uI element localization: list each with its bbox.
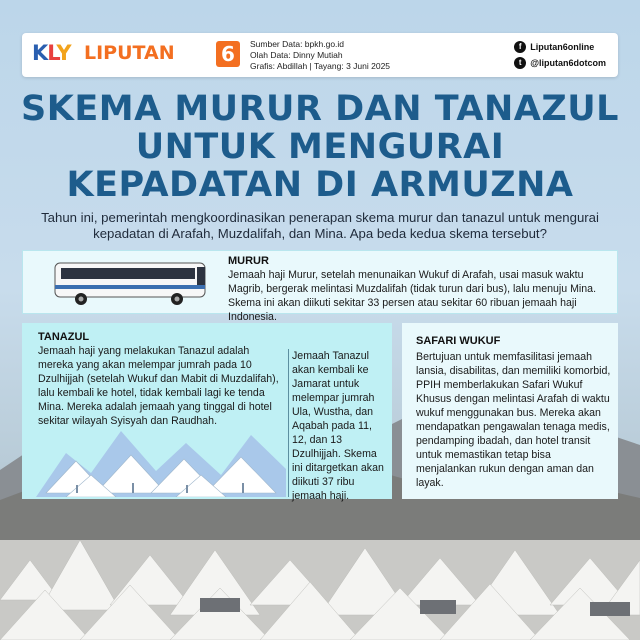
header-bar: [22, 33, 618, 77]
facebook-icon: f: [514, 41, 526, 53]
credit-data: Olah Data: Dinny Mutiah: [250, 50, 343, 60]
safari-heading: SAFARI WUKUF: [416, 335, 501, 347]
bus-illustration: [51, 257, 211, 309]
page-title: [0, 90, 640, 204]
facebook-handle: Liputan6online: [530, 42, 595, 52]
safari-text: Bertujuan untuk memfasilitasi jemaah lansia, disabilitas, dan memiliki komorbid, PPIH memberlakukan Safari Wukuf Khusus dengan melintasi Arafah di waktu wukuf menggunakan bus. Mereka akan mendapatkan pengawalan tenaga medis, pendamping ibadah, dan hotel transit untuk memastikan tetap bisa menjalankan rukun dengan aman dan layak.: [416, 351, 611, 489]
kly-logo: KLY: [32, 41, 71, 65]
safari-wukuf-panel: [402, 323, 618, 499]
social-twitter[interactable]: [514, 55, 606, 71]
credit-source: Sumber Data: bpkh.go.id: [250, 39, 345, 49]
social-facebook[interactable]: [514, 39, 606, 55]
credit-graphic: Grafis: Abdillah | Tayang: 3 Juni 2025: [250, 61, 391, 71]
tents-illustration: [36, 423, 286, 497]
intro-text: Tahun ini, pemerintah mengkoordinasikan penerapan skema murur dan tanazul untuk mengurai kepadatan di Arafah, Muzdalifah, dan Mina. Apa beda kedua skema tersebut?: [41, 210, 599, 241]
tanazul-panel: [22, 323, 392, 502]
murur-panel: [22, 250, 618, 323]
social-handles: [514, 39, 606, 71]
tanazul-text: Jemaah haji yang melakukan Tanazul adalah mereka yang akan melempar jumrah pada 10 Dzulhijjah (setelah Wukuf dan Mabit di Muzdalifah), lalu kembali ke hotel, tidak kembali lagi ke tenda Mina. Mereka adalah jemaah yang tinggal di hotel sekitar wilayah Syisyah dan Raudhah.: [38, 345, 279, 427]
tanazul-heading: TANAZUL: [38, 331, 90, 343]
twitter-icon: t: [514, 57, 526, 69]
credits: [250, 39, 390, 72]
murur-heading: MURUR: [228, 255, 269, 267]
title-line-1: SKEMA MURUR DAN TANAZUL: [21, 89, 619, 129]
liputan-logo-text: LIPUTAN: [84, 42, 175, 64]
title-line-3: KEPADATAN DI ARMUZNA: [66, 165, 574, 205]
liputan-logo-number: 6: [216, 41, 240, 67]
murur-text: Jemaah haji Murur, setelah menunaikan Wukuf di Arafah, usai masuk waktu Magrib, bergerak melintasi Muzdalifah (tidak turun dari bus), lalu menuju Mina. Skema ini akan diikuti sekitar 33 persen atau sekitar 60 ribuan jemaah haji Indonesia.: [228, 269, 597, 323]
title-line-2: UNTUK MENGURAI: [135, 127, 505, 167]
twitter-handle: @liputan6dotcom: [530, 58, 606, 68]
tanazul-text-2: Jemaah Tanazul akan kembali ke Jamarat untuk melempar jumrah Ula, Wustha, dan Aqabah pada 11, 12, dan 13 Dzulhijjah. Skema ini ditargetkan akan diikuti 37 ribu jemaah haji.: [292, 350, 384, 502]
tanazul-divider: [288, 349, 289, 497]
